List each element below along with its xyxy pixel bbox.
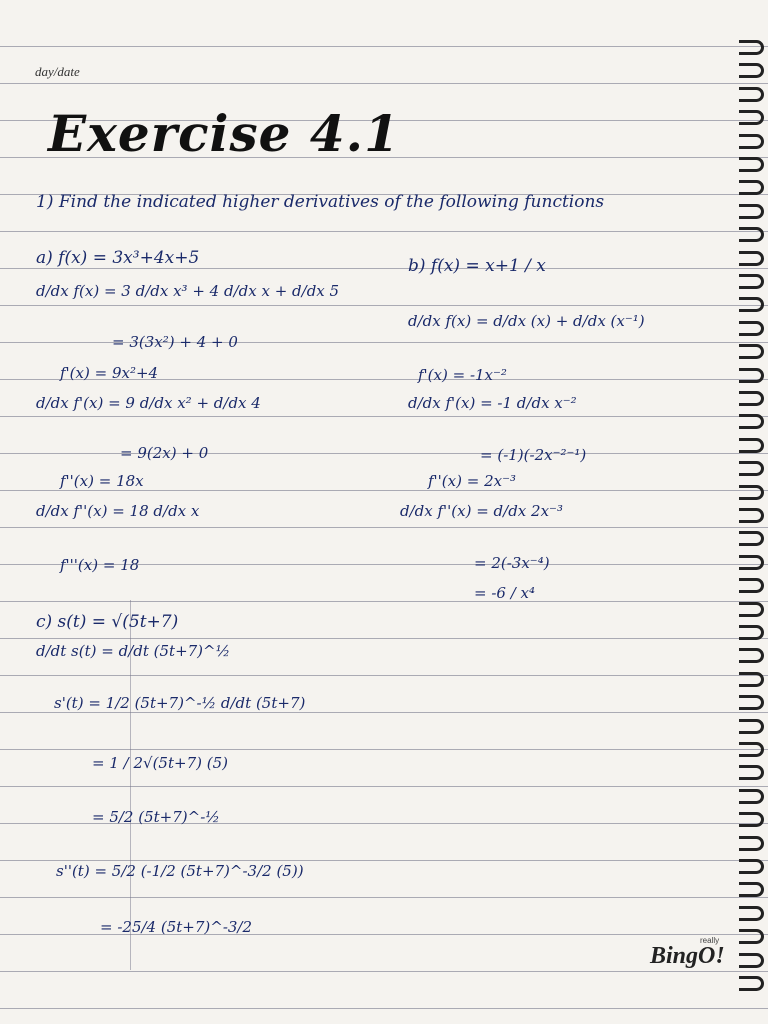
- spiral-coil: [739, 953, 764, 968]
- spiral-coil: [739, 906, 764, 921]
- spiral-coil: [739, 836, 764, 851]
- spiral-coil: [739, 157, 764, 172]
- part-b-line-7: d/dx f''(x) = d/dx 2x⁻³: [400, 502, 563, 520]
- spiral-coil: [739, 672, 764, 687]
- spiral-coil: [739, 695, 764, 710]
- brand-tagline: really: [700, 936, 720, 945]
- part-c-line-6: s''(t) = 5/2 (-1/2 (5t+7)^-3/2 (5)): [56, 862, 304, 880]
- part-a-line-7: f''(x) = 18x: [60, 472, 144, 490]
- part-b-line-1: b) f(x) = x+1 / x: [408, 256, 546, 276]
- spiral-coil: [739, 204, 764, 219]
- spiral-coil: [739, 602, 764, 617]
- part-b-line-8: = 2(-3x⁻⁴): [474, 554, 550, 572]
- spiral-coil: [739, 227, 764, 242]
- part-b-line-9: = -6 / x⁴: [474, 584, 536, 602]
- spiral-coil: [739, 438, 764, 453]
- spiral-coil: [739, 789, 764, 804]
- date-label: day/date: [35, 64, 80, 79]
- part-c-line-3: s'(t) = 1/2 (5t+7)^-½ d/dt (5t+7): [54, 694, 306, 712]
- page-title: Exercise 4.1: [48, 104, 400, 163]
- brand-logo: BingO!: [650, 943, 725, 969]
- part-a-line-3: = 3(3x²) + 4 + 0: [112, 333, 238, 351]
- part-b-line-4: d/dx f'(x) = -1 d/dx x⁻²: [408, 394, 577, 412]
- part-c-line-5: = 5/2 (5t+7)^-½: [92, 808, 220, 826]
- spiral-coil: [739, 859, 764, 874]
- spiral-coil: [739, 368, 764, 383]
- part-b-line-6: f''(x) = 2x⁻³: [428, 472, 517, 490]
- part-b-line-5: = (-1)(-2x⁻²⁻¹): [480, 446, 587, 464]
- spiral-coil: [739, 87, 764, 102]
- spiral-coil: [739, 555, 764, 570]
- part-a-line-5: d/dx f'(x) = 9 d/dx x² + d/dx 4: [36, 394, 261, 412]
- part-a-line-8: d/dx f''(x) = 18 d/dx x: [36, 502, 200, 520]
- spiral-coil: [739, 578, 764, 593]
- part-a-line-6: = 9(2x) + 0: [120, 444, 209, 462]
- part-c-line-7: = -25/4 (5t+7)^-3/2: [100, 918, 253, 936]
- part-b-line-2: d/dx f(x) = d/dx (x) + d/dx (x⁻¹): [408, 312, 645, 330]
- spiral-coil: [739, 461, 764, 476]
- part-c-line-2: d/dt s(t) = d/dt (5t+7)^½: [36, 642, 231, 660]
- spiral-coil: [739, 485, 764, 500]
- spiral-coil: [739, 63, 764, 78]
- part-a-line-2: d/dx f(x) = 3 d/dx x³ + 4 d/dx x + d/dx 5: [36, 282, 340, 300]
- spiral-coil: [739, 180, 764, 195]
- spiral-coil: [739, 742, 764, 757]
- spiral-coil: [739, 134, 764, 149]
- part-a-line-1: a) f(x) = 3x³+4x+5: [36, 248, 200, 268]
- spiral-coil: [739, 531, 764, 546]
- question-text: 1) Find the indicated higher derivatives of the following functions: [36, 192, 605, 212]
- spiral-coil: [739, 765, 764, 780]
- part-c-line-1: c) s(t) = √(5t+7): [36, 612, 179, 632]
- part-b-line-3: f'(x) = -1x⁻²: [418, 366, 507, 384]
- spiral-coil: [739, 882, 764, 897]
- spiral-coil: [739, 321, 764, 336]
- spiral-coil: [739, 719, 764, 734]
- spiral-coil: [739, 625, 764, 640]
- part-a-line-9: f'''(x) = 18: [60, 556, 140, 574]
- spiral-binding: [738, 40, 768, 1000]
- spiral-coil: [739, 414, 764, 429]
- spiral-coil: [739, 812, 764, 827]
- part-c-line-4: = 1 / 2√(5t+7) (5): [92, 754, 228, 772]
- spiral-coil: [739, 391, 764, 406]
- spiral-coil: [739, 40, 764, 55]
- spiral-coil: [739, 251, 764, 266]
- spiral-coil: [739, 508, 764, 523]
- spiral-coil: [739, 648, 764, 663]
- part-a-line-4: f'(x) = 9x²+4: [60, 364, 159, 382]
- spiral-coil: [739, 344, 764, 359]
- spiral-coil: [739, 929, 764, 944]
- spiral-coil: [739, 976, 764, 991]
- spiral-coil: [739, 274, 764, 289]
- spiral-coil: [739, 297, 764, 312]
- spiral-coil: [739, 110, 764, 125]
